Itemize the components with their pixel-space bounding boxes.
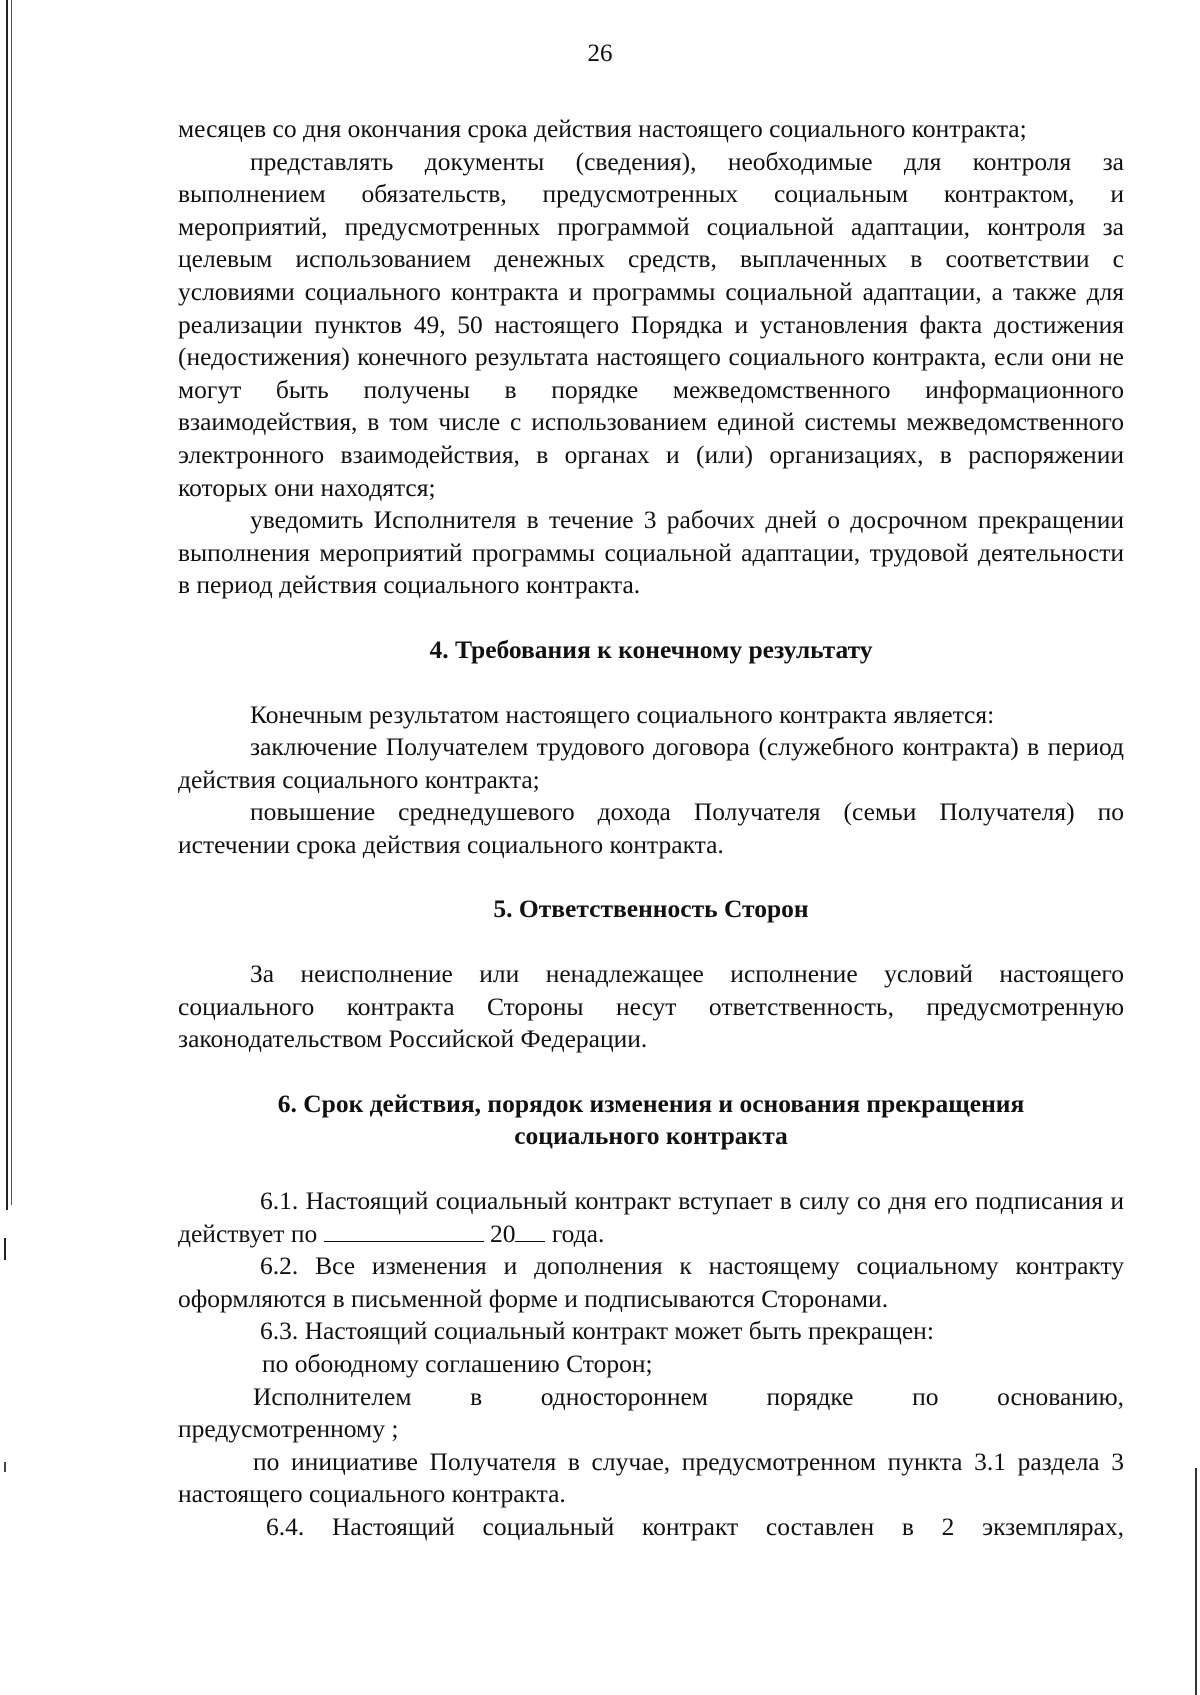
- year-suffix: года.: [551, 1218, 605, 1248]
- scan-edge-line: [6, 0, 8, 1210]
- section-heading: 5. Ответственность Сторон: [493, 894, 809, 924]
- paragraph: 6.3. Настоящий социальный контракт может быть прекращен:: [260, 1316, 934, 1346]
- section-heading: [178, 1088, 1124, 1153]
- document-body: [178, 113, 1124, 1544]
- paragraph: заключение Получателем трудового договора (служебного контракта) в период действия социального контракта;: [178, 732, 1124, 794]
- paragraph: месяцев со дня окончания срока действия настоящего социального контракта;: [178, 114, 1027, 143]
- section-heading: 4. Требования к конечному результату: [429, 634, 873, 664]
- paragraph: 6.4. Настоящий социальный контракт составлен в 2 экземплярах,: [266, 1511, 1124, 1541]
- year-blank-line: [515, 1219, 545, 1242]
- paragraph: [178, 1185, 1124, 1250]
- paragraph: Исполнителем в одностороннем порядке по основанию,: [253, 1381, 1124, 1411]
- paragraph: предусмотренному ;: [178, 1414, 399, 1444]
- paragraph: 6.2. Все изменения и дополнения к настоящему социальному контракту оформляются в письменной форме и подписываются Сторонами.: [178, 1251, 1124, 1313]
- year-prefix: 20: [489, 1218, 516, 1248]
- paragraph: уведомить Исполнителя в течение 3 рабочих дней о досрочном прекращении выполнения мероприятий программы социальной адаптации, трудовой деятельности в период действия социального контракта.: [178, 505, 1124, 600]
- section-heading-line: 6. Срок действия, порядок изменения и основания прекращения: [277, 1088, 1025, 1118]
- paragraph-text: 6.1. Настоящий социальный контракт вступает в силу со дня его подписания и действует по: [178, 1186, 1124, 1248]
- scan-edge-mark: [4, 1462, 6, 1472]
- scan-edge-line: [11, 0, 12, 1205]
- section-heading-line: социального контракта: [514, 1121, 788, 1151]
- paragraph: За неисполнение или ненадлежащее исполнение условий настоящего социального контракта Стороны несут ответственность, предусмотренную законодательством Российской Федерации.: [178, 959, 1124, 1054]
- paragraph: по инициативе Получателя в случае, предусмотренном пункта 3.1 раздела 3 настоящего социального контракта.: [178, 1446, 1124, 1509]
- page-number: 26: [587, 40, 613, 67]
- paragraph: по обоюдному соглашению Сторон;: [262, 1349, 653, 1378]
- scan-edge-mark: [4, 1238, 6, 1260]
- date-blank-line: [324, 1219, 484, 1242]
- paragraph: повышение среднедушевого дохода Получателя (семьи Получателя) по истечении срока действия социального контракта.: [178, 797, 1124, 859]
- paragraph: Конечным результатом настоящего социального контракта является:: [250, 699, 995, 729]
- scan-edge-line: [1195, 1468, 1197, 1695]
- paragraph: представлять документы (сведения), необходимые для контроля за выполнением обязательств, предусмотренных социальным контрактом, и мероприятий, предусмотренных программой социальной адаптации, контроля за целевым использованием денежных средств, выплаченных в соответствии с условиями социального контракта и программы социальной адаптации, а также для реализации пунктов 49, 50 настоящего Порядка и установления факта достижения (недостижения) конечного результата настоящего социального контракта, если они не могут быть получены в порядке межведомственного информационного взаимодействия, в том числе с использованием единой системы межведомственного электронного взаимодействия, в органах и (или) организациях, в распоряжении которых они находятся;: [178, 146, 1124, 502]
